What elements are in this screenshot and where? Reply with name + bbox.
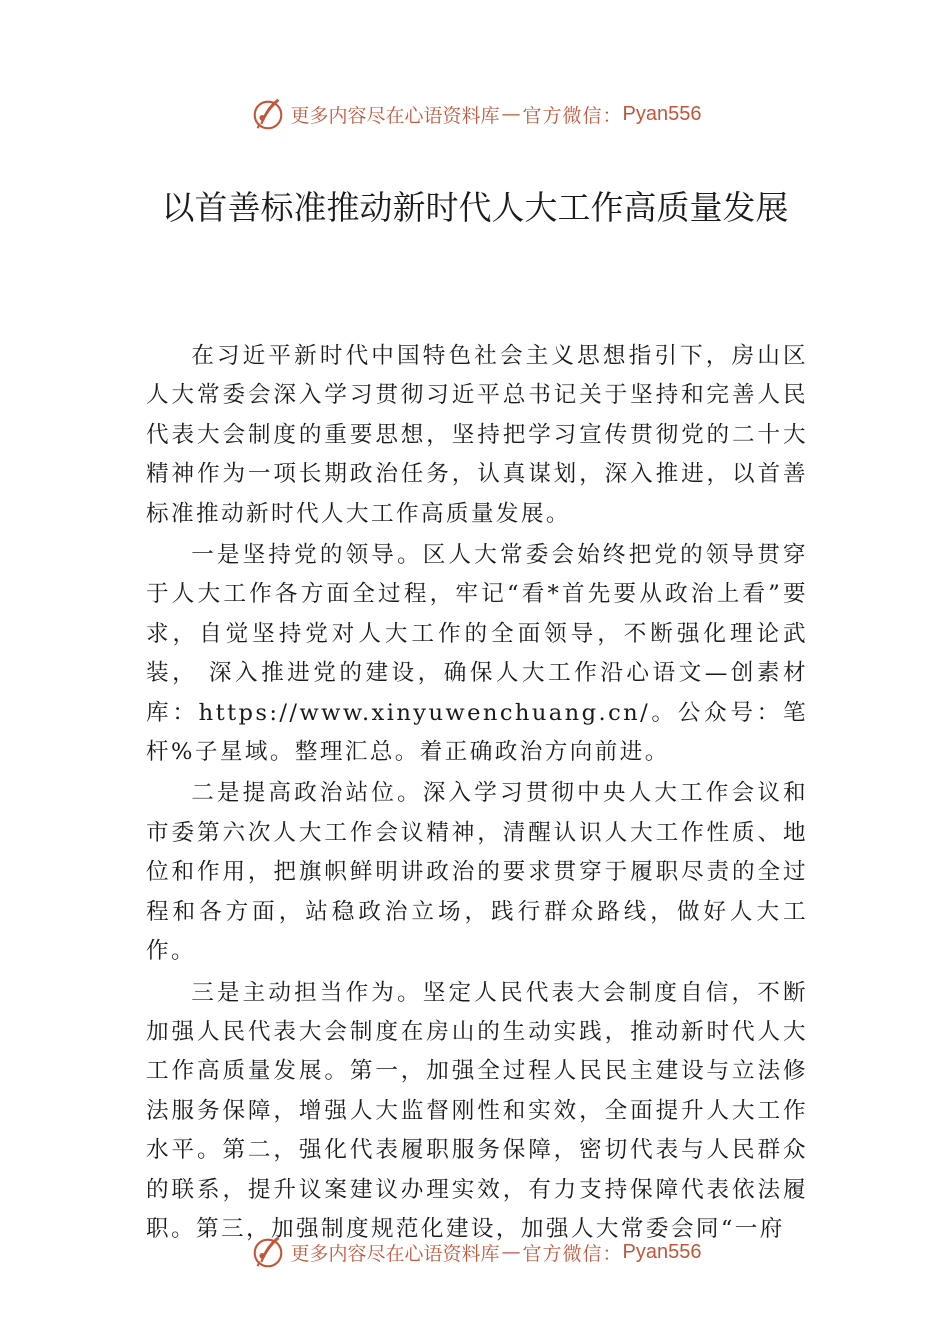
wechat-id: Pyan556: [622, 102, 702, 125]
wechat-label: 官方微信：: [522, 1242, 623, 1265]
paragraph-party-leadership: 一是坚持党的领导。区人大常委会始终把党的领导贯穿于人大工作各方面全过程，牢记“看*首先要从政治上看”要求，自觉坚持党对人大工作的全面领导，不断强化理论武装， 深入推进党的建设，确保人大工作沿心语文—创素材库：https://www.xinyuwenchuang.cn/。公众号：笔杆%子星域。整理汇总。着正确政治方向前进。: [146, 542, 808, 766]
wechat-id: Pyan556: [622, 1240, 702, 1263]
quill-logo-icon: [249, 95, 287, 133]
banner-separator: —: [501, 103, 521, 125]
header-banner[interactable]: [0, 92, 950, 136]
quill-logo-icon: [249, 1233, 287, 1271]
banner-separator: —: [501, 1241, 521, 1263]
document-title: 以首善标准推动新时代人大工作高质量发展: [161, 188, 789, 227]
paragraph-intro: 在习近平新时代中国特色社会主义思想指引下，房山区人大常委会深入学习贯彻习近平总书记关于坚持和完善人民代表大会制度的重要思想，坚持把学习宣传贯彻党的二十大精神作为一项长期政治任务，认真谋划，深入推进，以首善标准推动新时代人大工作高质量发展。: [146, 343, 808, 527]
paragraph-political-stance: 二是提高政治站位。深入学习贯彻中央人大工作会议和市委第六次人大工作会议精神，清醒认识人大工作性质、地位和作用，把旗帜鲜明讲政治的要求贯穿于履职尽责的全过程和各方面，站稳政治立场，践行群众路线，做好人大工作。: [146, 780, 808, 965]
footer-banner[interactable]: [0, 1230, 950, 1274]
paragraph-take-action: 三是主动担当作为。坚定人民代表大会制度自信，不断加强人民代表大会制度在房山的生动实践，推动新时代人大工作高质量发展。第一，加强全过程人民民主建设与立法修法服务保障，增强人大监督刚性和实效，全面提升人大工作水平。第二，强化代表履职服务保障，密切代表与人民群众的联系，提升议案建议办理实效，有力支持保障代表依法履职。第三，加强制度规范化建设，加强人大常委会同“一府: [146, 979, 808, 1242]
document-body: [146, 337, 808, 1249]
banner-text: 更多内容尽在心语资料库: [290, 1242, 500, 1265]
banner-text: 更多内容尽在心语资料库: [290, 104, 500, 127]
wechat-label: 官方微信：: [522, 104, 623, 127]
